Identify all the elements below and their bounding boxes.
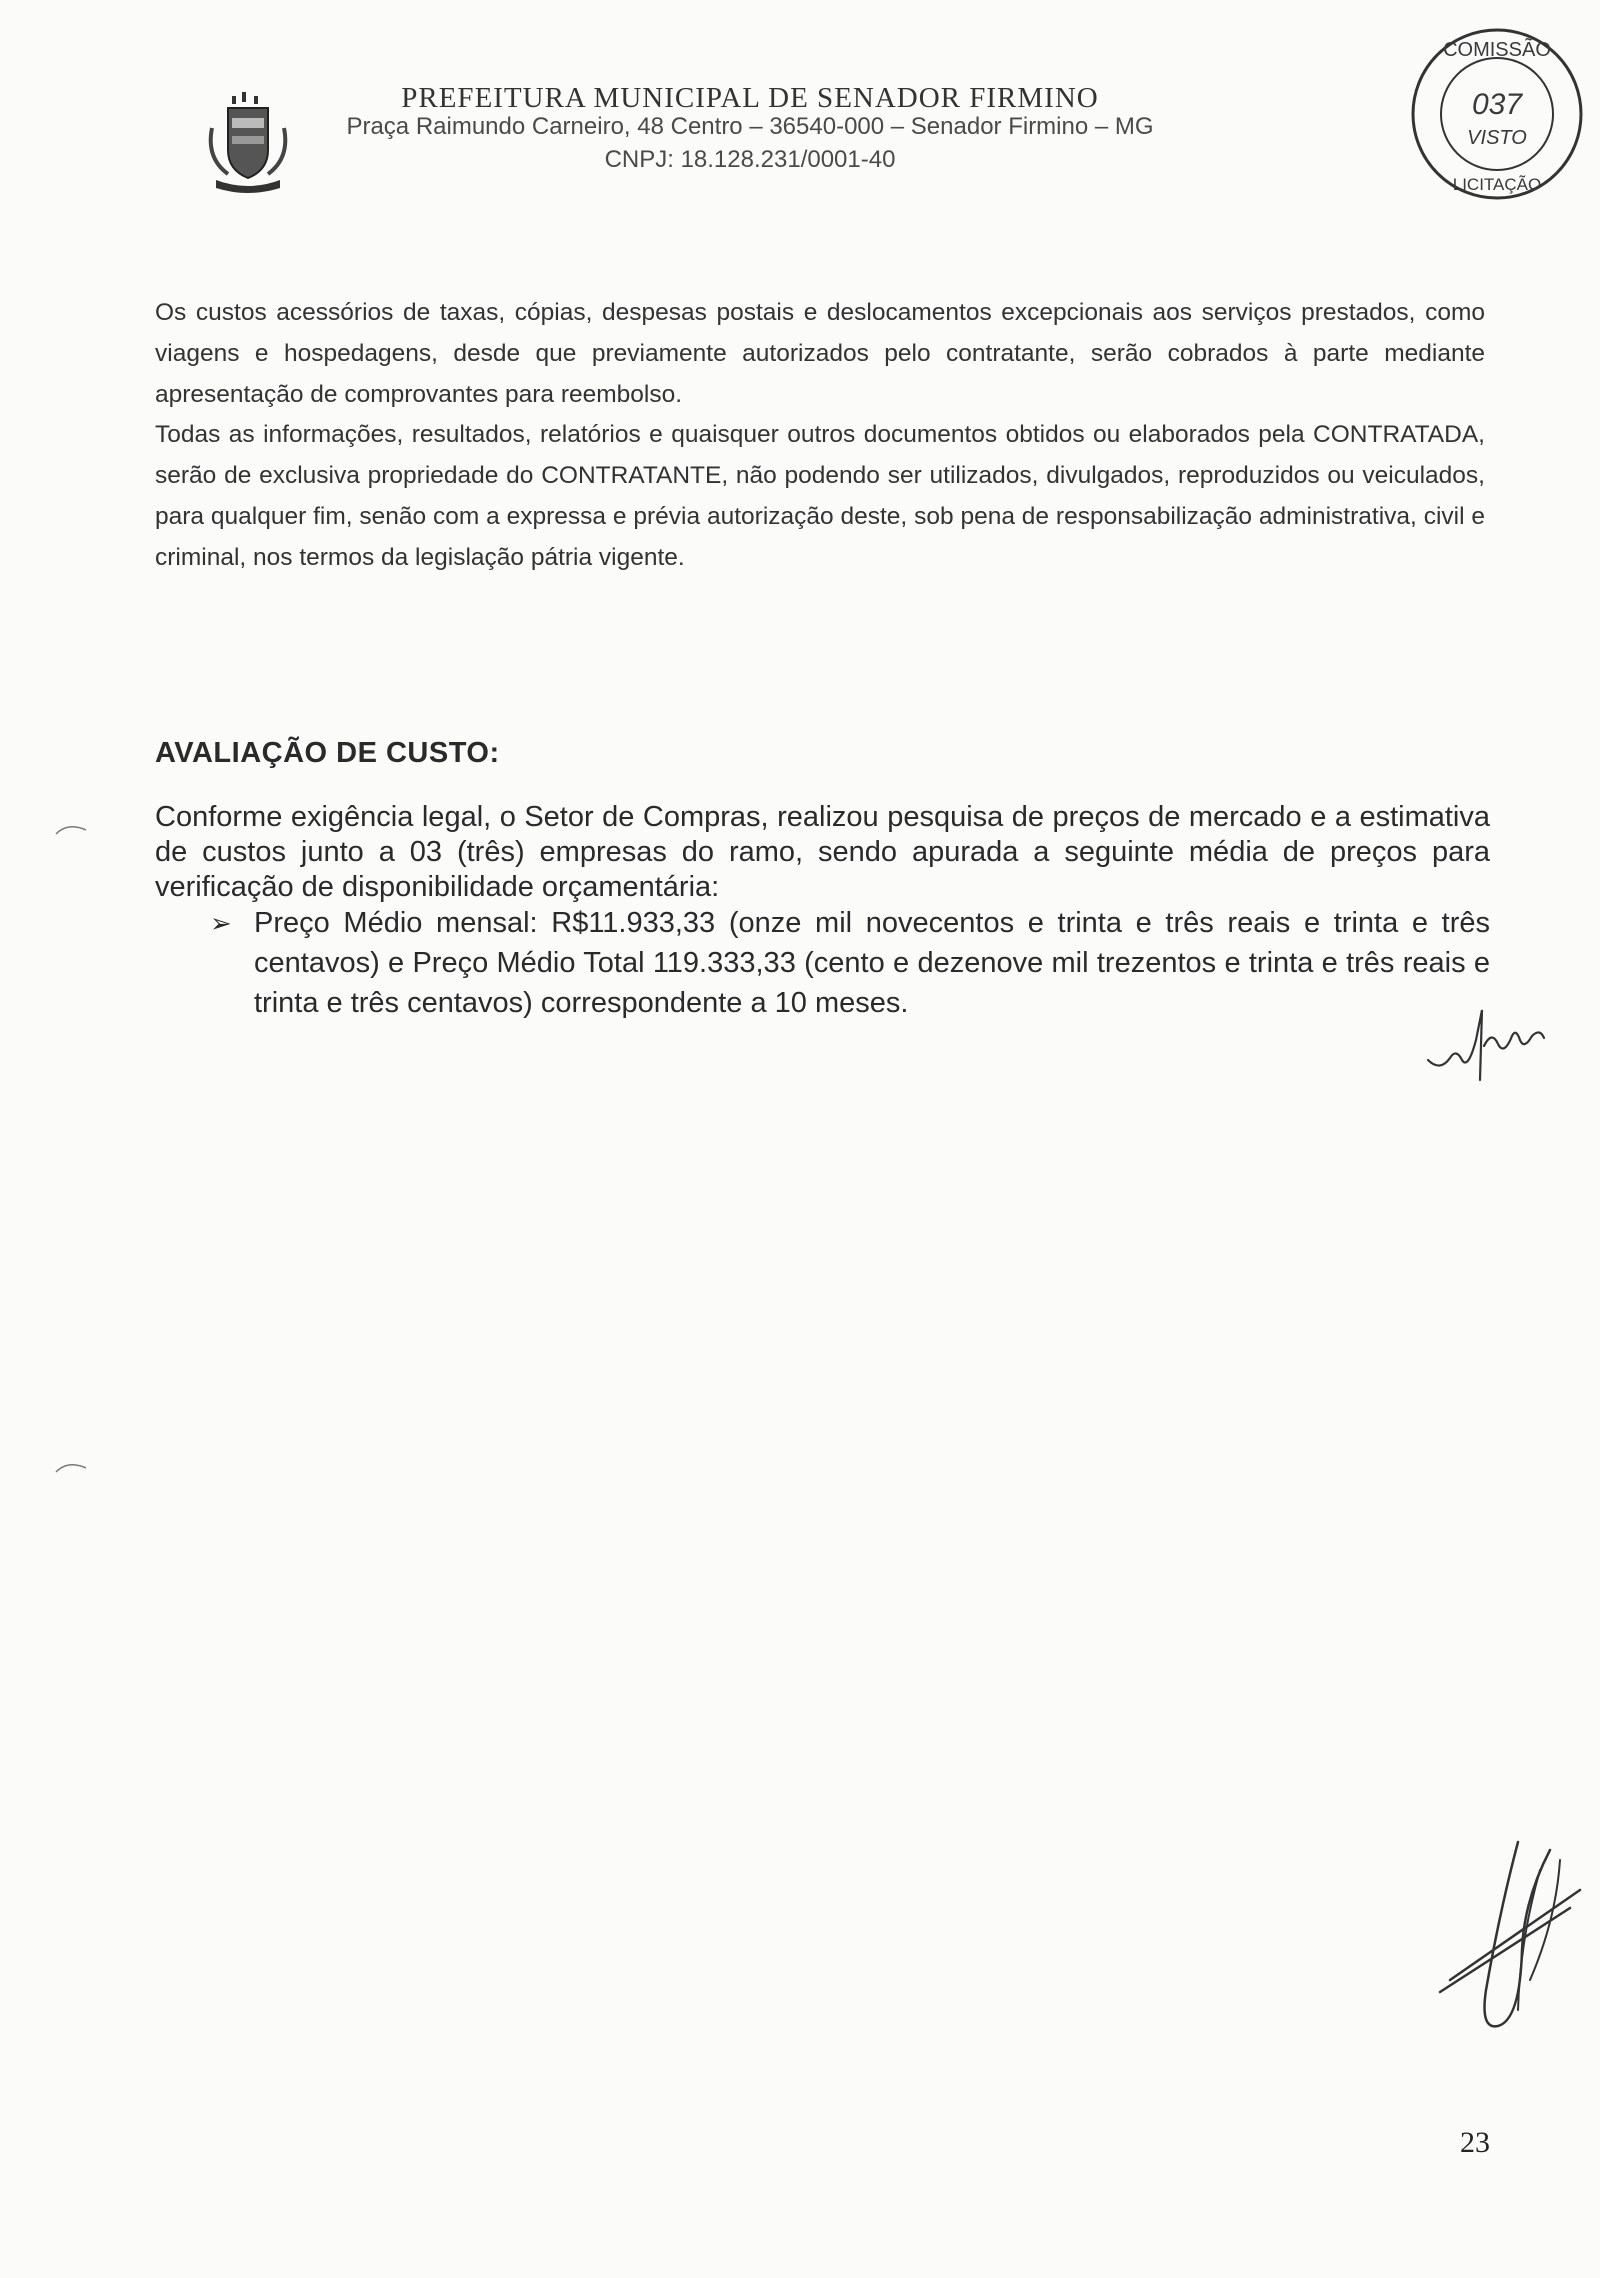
average-price-text: Preço Médio mensal: R$11.933,33 (onze mil novecentos e trinta e três reais e trinta e três centavos) e Preço Médio Total 119.333,33 (cento e dezenove mil trezentos e trinta e três reais e trinta e três centavos) correspondente a 10 meses.	[254, 907, 1490, 1019]
organization-name: PREFEITURA MUNICIPAL DE SENADOR FIRMINO	[401, 82, 1099, 114]
handwritten-rubric	[1420, 1000, 1550, 1090]
paragraph-cost-evaluation: Conforme exigência legal, o Setor de Compras, realizou pesquisa de preços de mercado e a estimativa de custos junto a 03 (três) empresas do ramo, sendo apurada a seguinte média de preços para verificação de disponibilidade orçamentária:	[155, 801, 1490, 903]
organization-address: Praça Raimundo Carneiro, 48 Centro – 36540-000 – Senador Firmino – MG	[346, 113, 1154, 140]
section-title-cost-evaluation: AVALIAÇÃO DE CUSTO:	[155, 737, 500, 769]
stamp-bottom-text: LICITAÇÃO	[1452, 175, 1542, 194]
paragraph-information-ownership: Todas as informações, resultados, relatórios e quaisquer outros documentos obtidos ou elaborados pela CONTRATADA, serão de exclusiva propriedade do CONTRATANTE, não podendo ser utilizados, divulgados, reproduzidos ou veiculados, para qualquer fim, senão com a expressa e prévia autorização deste, sob pena de responsabilização administrativa, civil e criminal, nos termos da legislação pátria vigente.	[155, 421, 1485, 571]
commission-stamp-icon	[1405, 22, 1590, 207]
page-number: 23	[1460, 2126, 1490, 2159]
paragraph-accessory-costs: Os custos acessórios de taxas, cópias, despesas postais e deslocamentos excepcionais aos serviços prestados, como viagens e hospedagens, desde que previamente autorizados pelo contratante, serão cobrados à parte mediante apresentação de comprovantes para reembolso.	[155, 299, 1485, 408]
list-item	[210, 903, 1490, 1023]
coat-of-arms-icon	[202, 88, 294, 198]
stamp-middle-text: VISTO	[1467, 127, 1527, 149]
organization-cnpj: CNPJ: 18.128.231/0001-40	[604, 146, 896, 173]
stamp-number: 037	[1471, 88, 1523, 121]
arrowhead-bullet-icon: ➢	[210, 908, 232, 938]
stamp-top-text: COMISSÃO	[1443, 39, 1551, 61]
margin-mark	[52, 1458, 92, 1478]
margin-mark	[52, 820, 92, 840]
handwritten-signature	[1420, 1830, 1590, 2070]
